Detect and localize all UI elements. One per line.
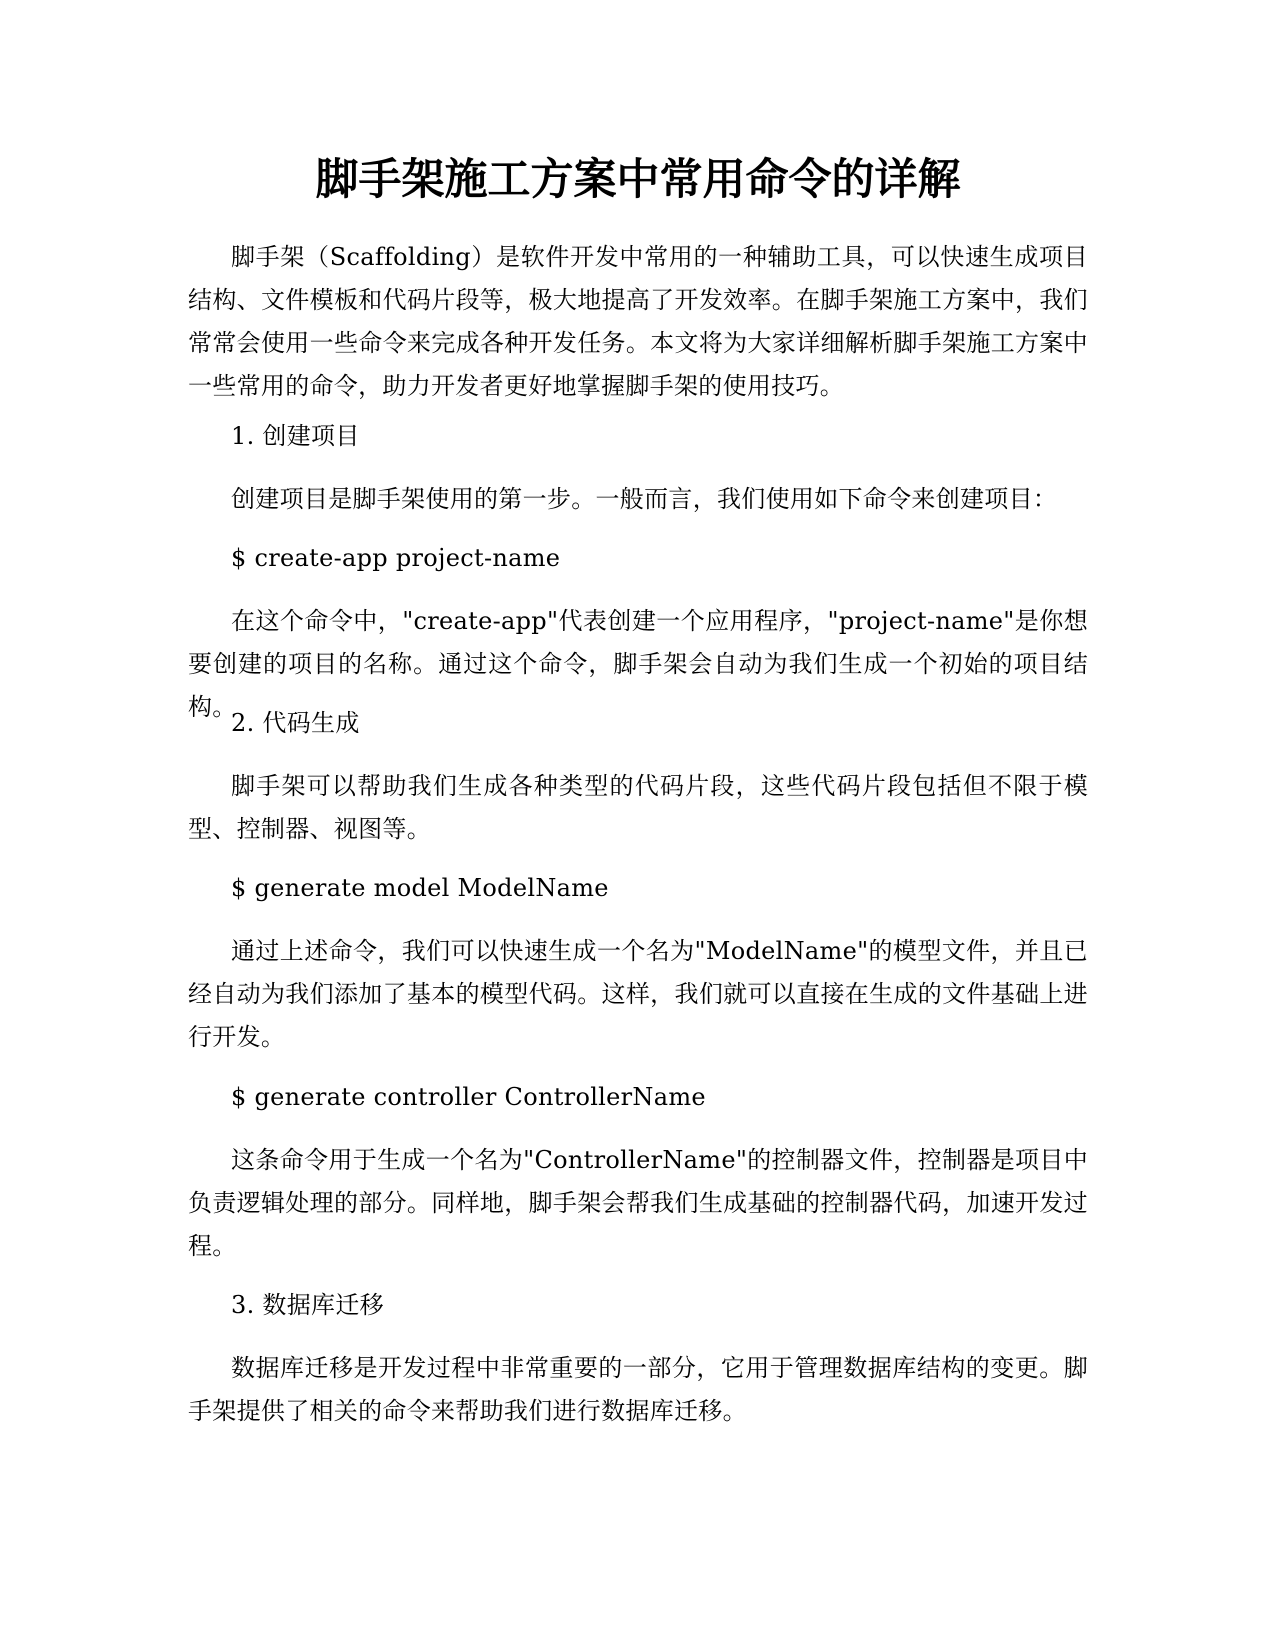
- generate-controller-explanation: 这条命令用于生成一个名为"ControllerName"的控制器文件，控制器是项目中负责逻辑处理的部分。同样地，脚手架会帮我们生成基础的控制器代码，加速开发过程。: [188, 1146, 1088, 1260]
- generate-model-explanation: 通过上述命令，我们可以快速生成一个名为"ModelName"的模型文件，并且已经自动为我们添加了基本的模型代码。这样，我们就可以直接在生成的文件基础上进行开发。: [188, 937, 1088, 1051]
- database-migration-paragraph: 数据库迁移是开发过程中非常重要的一部分，它用于管理数据库结构的变更。脚手架提供了相关的命令来帮助我们进行数据库迁移。: [188, 1354, 1088, 1425]
- section-heading-database-migration: 3. 数据库迁移: [231, 1291, 384, 1319]
- command-create-app: $ create-app project-name: [231, 544, 561, 572]
- section-heading-code-generation: 2. 代码生成: [231, 709, 360, 737]
- intro-paragraph: 脚手架（Scaffolding）是软件开发中常用的一种辅助工具，可以快速生成项目结构、文件模板和代码片段等，极大地提高了开发效率。在脚手架施工方案中，我们常常会使用一些命令来完成各种开发任务。本文将为大家详细解析脚手架施工方案中一些常用的命令，助力开发者更好地掌握脚手架的使用技巧。: [188, 243, 1088, 400]
- create-project-paragraph: 创建项目是脚手架使用的第一步。一般而言，我们使用如下命令来创建项目：: [231, 485, 1058, 513]
- create-app-explanation: 在这个命令中，"create-app"代表创建一个应用程序，"project-name"是你想要创建的项目的名称。通过这个命令，脚手架会自动为我们生成一个初始的项目结构。: [188, 607, 1088, 721]
- section-heading-create-project: 1. 创建项目: [231, 422, 360, 450]
- code-generation-paragraph: 脚手架可以帮助我们生成各种类型的代码片段，这些代码片段包括但不限于模型、控制器、视图等。: [188, 772, 1088, 843]
- document-title: 脚手架施工方案中常用命令的详解: [315, 155, 961, 205]
- command-generate-controller: $ generate controller ControllerName: [231, 1083, 706, 1111]
- command-generate-model: $ generate model ModelName: [231, 874, 609, 902]
